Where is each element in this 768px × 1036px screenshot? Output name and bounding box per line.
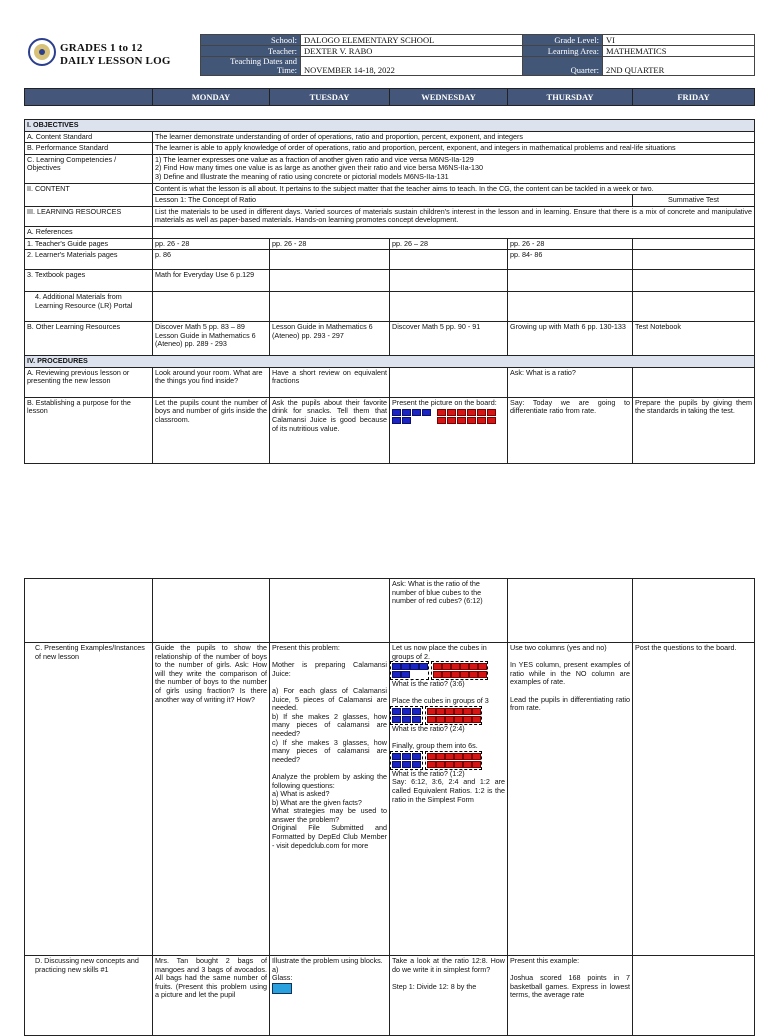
red-cube	[433, 663, 442, 670]
proc-d-label: D. Discussing new concepts and practicing new skills #1	[25, 956, 153, 1036]
red-cube	[477, 409, 486, 416]
blue-cube	[422, 409, 431, 416]
competencies-text	[153, 154, 755, 183]
blue-cube	[402, 708, 411, 715]
c-thu-2: In YES column, present examples of ratio while in the NO column are examples of rate.	[510, 660, 630, 687]
proc-a-label: A. Reviewing previous lesson or presenting the new lesson	[25, 367, 153, 397]
red-cube	[454, 716, 463, 723]
proc-c-label: C. Presenting Examples/Instances of new lesson	[25, 643, 153, 956]
blue-group	[392, 663, 427, 678]
blue-group	[392, 708, 421, 723]
c-wed-2: What is the ratio? (3:6)	[392, 679, 465, 689]
c-thu-3: Lead the pupils in differentiating ratio from rate.	[510, 694, 630, 713]
tb-label: 3. Textbook pages	[25, 270, 153, 292]
blue-cube	[402, 417, 411, 424]
cont-blank-label	[25, 579, 153, 643]
lesson-log-table-page-1	[24, 119, 755, 464]
blue-cube	[392, 663, 401, 670]
red-cube	[478, 663, 487, 670]
red-cube	[457, 409, 466, 416]
blue-cube	[401, 663, 410, 670]
lm-tue	[270, 250, 390, 270]
red-cube	[442, 663, 451, 670]
red-cube	[436, 708, 445, 715]
proc-b-wed-cont: Ask: What is the ratio of the number of blue cubes to the number of red cubes? (6:12)	[390, 579, 508, 643]
c-tue-9: What strategies may be used to answer the problem?	[272, 806, 387, 824]
tb-fri	[633, 270, 755, 292]
proc-a-thu: Ask: What is a ratio?	[508, 367, 633, 397]
proc-b-wed-cell	[390, 397, 508, 463]
dates-label-line-1: Teaching Dates and	[230, 56, 297, 66]
red-cube	[447, 417, 456, 424]
proc-b-fri: Prepare the pupils by giving them the standards in taking the test.	[633, 397, 755, 463]
blue-cube	[412, 716, 421, 723]
c-tue-8: b) What are the given facts?	[272, 797, 362, 807]
red-cube	[445, 708, 454, 715]
red-cube	[469, 663, 478, 670]
references-label: A. References	[25, 226, 153, 238]
red-cube	[445, 753, 454, 760]
red-cube	[436, 716, 445, 723]
red-cube	[447, 409, 456, 416]
proc-a-fri	[633, 367, 755, 397]
proc-b-wed: Present the picture on the board:	[392, 397, 497, 407]
red-cube	[460, 663, 469, 670]
performance-standard-text: The learner is able to apply knowledge of order of operations, ratio and proportion, percent, exponent, and integers in mathematical problems and real-life situations	[153, 143, 755, 155]
proc-c-thu-cell	[508, 643, 633, 956]
tb-wed	[390, 270, 508, 292]
blue-cubes	[392, 409, 431, 424]
title-line-1: GRADES 1 to 12	[60, 42, 143, 54]
cubes-groups-of-3	[392, 708, 505, 723]
lesson-title: Lesson 1: The Concept of Ratio	[153, 195, 633, 207]
d-wed-2: Step 1: Divide 12: 8 by the	[392, 981, 477, 991]
cont-blank-thu	[508, 579, 633, 643]
tg-mon: pp. 26 - 28	[153, 238, 270, 250]
red-cube	[436, 761, 445, 768]
blue-cube	[402, 409, 411, 416]
c-tue-1: Present this problem:	[272, 643, 340, 652]
cont-blank-fri	[633, 579, 755, 643]
lm-mon: p. 86	[153, 250, 270, 270]
am-fri	[633, 292, 755, 322]
cont-blank-mon	[153, 579, 270, 643]
am-mon	[153, 292, 270, 322]
c-tue-2: Mother is preparing Calamansi Juice:	[272, 660, 387, 678]
proc-b-mon: Let the pupils count the number of boys and number of girls inside the classroom.	[153, 397, 270, 463]
title-line-2: DAILY LESSON LOG	[60, 55, 171, 67]
red-cube	[472, 708, 481, 715]
day-thursday: THURSDAY	[508, 89, 633, 106]
day-wednesday: WEDNESDAY	[390, 89, 508, 106]
header-info-table	[200, 34, 755, 76]
quarter-label: Quarter:	[523, 57, 603, 76]
red-cube	[487, 417, 496, 424]
day-tuesday: TUESDAY	[270, 89, 390, 106]
am-thu	[508, 292, 633, 322]
red-cube	[467, 417, 476, 424]
red-cube	[454, 708, 463, 715]
tb-thu	[508, 270, 633, 292]
tb-tue	[270, 270, 390, 292]
proc-a-mon: Look around your room. What are the things you find inside?	[153, 367, 270, 397]
competency-2: 2) Find How many times one value is as large as another given their ratio and vice bersa M6NS-IIa-130	[155, 163, 483, 173]
tg-thu: pp. 26 - 28	[508, 238, 633, 250]
lm-fri	[633, 250, 755, 270]
d-tue-3: Glass:	[272, 973, 293, 983]
red-cube	[436, 753, 445, 760]
proc-a-tue: Have a short review on equivalent fractions	[270, 367, 390, 397]
c-tue-6: Analyze the problem by asking the following questions:	[272, 771, 387, 790]
red-cube	[427, 761, 436, 768]
school-label: School:	[201, 35, 301, 46]
c-tue-10: Original File Submitted and Formatted by DepEd Club Member - visit depedclub.com for more	[272, 823, 387, 850]
red-cube	[457, 417, 466, 424]
c-tue-3: a) For each glass of Calamansi Juice, 5 pieces of Calamansi are needed.	[272, 685, 387, 713]
other-fri: Test Notebook	[633, 322, 755, 356]
performance-standard-label: B. Performance Standard	[25, 143, 153, 155]
proc-c-tue-cell	[270, 643, 390, 956]
glass-block-icon	[272, 983, 292, 994]
blue-cube	[402, 761, 411, 768]
c-wed-3: Place the cubes in groups of 3	[392, 696, 489, 706]
blue-cube	[412, 753, 421, 760]
blue-cube	[410, 663, 419, 670]
content-standard-label: A. Content Standard	[25, 131, 153, 143]
tg-fri	[633, 238, 755, 250]
tg-wed: pp. 26 – 28	[390, 238, 508, 250]
proc-a-wed	[390, 367, 508, 397]
red-cube	[427, 708, 436, 715]
cubes-groups-of-6	[392, 753, 505, 768]
red-cube	[451, 663, 460, 670]
c-wed-1: Let us now place the cubes in groups of 2.	[392, 643, 487, 661]
grade-value: VI	[603, 35, 755, 46]
blue-cube	[412, 708, 421, 715]
am-tue	[270, 292, 390, 322]
dates-label-line-2: Time:	[276, 65, 297, 75]
red-group	[433, 663, 486, 678]
blue-cube	[402, 716, 411, 723]
am-label: 4. Additional Materials from Learning Resource (LR) Portal	[25, 292, 153, 322]
red-cube	[454, 753, 463, 760]
red-cube	[463, 753, 472, 760]
blue-cube	[402, 753, 411, 760]
blue-cube	[412, 761, 421, 768]
proc-b-label: B. Establishing a purpose for the lesson	[25, 397, 153, 463]
tg-tue: pp. 26 - 28	[270, 238, 390, 250]
content-standard-text: The learner demonstrate understanding of order of operations, ratio and proportion, percent, exponent, and integers	[153, 131, 755, 143]
c-wed-7: Say: 6:12, 3:6, 2:4 and 1:2 are called Equivalent Ratios. 1:2 is the ratio in the Simplest Form	[392, 777, 505, 804]
proc-b-tue: Ask the pupils about their favorite drink for snacks. Tell them that Calamansi Juice is good because of its nutritious value.	[270, 397, 390, 463]
red-group	[427, 708, 480, 723]
c-tue-4: b) If she makes 2 glasses, how many pieces of calamansi are needed?	[272, 711, 387, 738]
document-title	[60, 42, 171, 68]
cubes-groups-of-2	[392, 663, 505, 678]
d-tue-1: Illustrate the problem using blocks.	[272, 956, 383, 965]
tb-mon: Math for Everyday Use 6 p.129	[153, 270, 270, 292]
school-value: DALOGO ELEMENTARY SCHOOL	[301, 35, 523, 46]
red-cube	[487, 409, 496, 416]
red-cube	[427, 753, 436, 760]
day-monday: MONDAY	[153, 89, 270, 106]
red-cubes	[437, 409, 496, 424]
grade-label: Grade Level:	[523, 35, 603, 46]
blue-cube	[392, 409, 401, 416]
lesson-log-header	[22, 34, 754, 80]
red-cube	[437, 409, 446, 416]
dates-label	[201, 57, 301, 76]
lesson-log-table-page-2	[24, 578, 755, 1036]
am-wed	[390, 292, 508, 322]
red-cube	[445, 761, 454, 768]
red-group	[427, 753, 480, 768]
d-wed-1: Take a look at the ratio 12:8. How do we write it in simplest form?	[392, 956, 505, 974]
competency-3: 3) Define and Illustrate the meaning of ratio using concrete or pictorial models M6NS-IIa-131	[155, 171, 449, 181]
friday-summative: Summative Test	[633, 195, 755, 207]
deped-seal-icon	[28, 38, 56, 66]
blue-cube	[412, 409, 421, 416]
day-header-blank	[25, 89, 153, 106]
c-tue-5: c) If she makes 3 glasses, how many pieces of calamansi are needed?	[272, 737, 387, 764]
c-wed-6: What is the ratio? (1:2)	[392, 768, 465, 778]
red-cube	[463, 716, 472, 723]
blue-cube	[419, 663, 428, 670]
resources-heading: III. LEARNING RESOURCES	[25, 206, 153, 226]
red-cube	[427, 716, 436, 723]
blue-cube	[401, 671, 410, 678]
red-cube	[472, 753, 481, 760]
proc-d-mon: Mrs. Tan bought 2 bags of mangoes and 3 bags of avocados. All bags had the same number of fruits. (Present this problem using a picture and let the pupil	[153, 956, 270, 1036]
red-cube	[433, 671, 442, 678]
red-cube	[469, 671, 478, 678]
red-cube	[477, 417, 486, 424]
red-cube	[478, 671, 487, 678]
lm-thu: pp. 84- 86	[508, 250, 633, 270]
objectives-heading: I. OBJECTIVES	[25, 120, 755, 132]
other-thu: Growing up with Math 6 pp. 130-133	[508, 322, 633, 356]
red-cube	[437, 417, 446, 424]
d-thu-1: Present this example:	[510, 956, 580, 965]
area-value: MATHEMATICS	[603, 46, 755, 57]
tg-label: 1. Teacher's Guide pages	[25, 238, 153, 250]
proc-c-wed-cell	[390, 643, 508, 956]
red-cube	[463, 761, 472, 768]
blue-cube	[392, 753, 401, 760]
blue-cube	[392, 708, 401, 715]
c-wed-4: What is the ratio? (2:4)	[392, 723, 465, 733]
red-cube	[472, 716, 481, 723]
competencies-label: C. Learning Competencies / Objectives	[25, 154, 153, 183]
cube-picture	[392, 409, 505, 424]
red-cube	[460, 671, 469, 678]
day-header-row	[24, 88, 755, 106]
red-cube	[451, 671, 460, 678]
cont-blank-tue	[270, 579, 390, 643]
blue-cube	[392, 761, 401, 768]
other-wed: Discover Math 5 pp. 90 - 91	[390, 322, 508, 356]
proc-b-thu: Say: Today we are going to differentiate ratio from rate.	[508, 397, 633, 463]
lm-label: 2. Learner's Materials pages	[25, 250, 153, 270]
blue-cube	[392, 417, 401, 424]
other-mon: Discover Math 5 pp. 83 – 89 Lesson Guide in Mathematics 6 (Ateneo) pp. 289 - 293	[153, 322, 270, 356]
red-cube	[463, 708, 472, 715]
teacher-label: Teacher:	[201, 46, 301, 57]
proc-c-mon: Guide the pupils to show the relationship of the number of boys to the number of girls. Ask: How will they write the comparison of the number of boys to the number of girls using fraction? Is there another way of writing it? How?	[153, 643, 270, 956]
c-thu-1: Use two columns (yes and no)	[510, 643, 607, 652]
teacher-value: DEXTER V. RABO	[301, 46, 523, 57]
quarter-value: 2ND QUARTER	[603, 57, 755, 76]
dates-value: NOVEMBER 14-18, 2022	[301, 57, 523, 76]
red-cube	[445, 716, 454, 723]
procedures-heading: IV. PROCEDURES	[25, 356, 755, 368]
proc-c-fri: Post the questions to the board.	[633, 643, 755, 956]
blue-cube	[392, 716, 401, 723]
red-cube	[454, 761, 463, 768]
blue-cube	[392, 671, 401, 678]
c-wed-5: Finally, group them into 6s.	[392, 741, 478, 751]
c-tue-7: a) What is asked?	[272, 789, 330, 799]
red-cube	[472, 761, 481, 768]
d-tue-2: a)	[272, 964, 279, 974]
red-cube	[442, 671, 451, 678]
other-tue: Lesson Guide in Mathematics 6 (Ateneo) pp. 293 - 297	[270, 322, 390, 356]
resources-text: List the materials to be used in different days. Varied sources of materials sustain children's interest in the lesson and in learning. Ensure that there is a mix of concrete and manipulative materials as well as paper-based materials. Hands-on learning promotes concept development.	[153, 206, 755, 226]
other-resources-label: B. Other Learning Resources	[25, 322, 153, 356]
references-blank	[153, 226, 755, 238]
area-label: Learning Area:	[523, 46, 603, 57]
content-text: Content is what the lesson is all about. It pertains to the subject matter that the teacher aims to teach. In the CG, the content can be tackled in a week or two.	[153, 183, 755, 195]
day-friday: FRIDAY	[633, 89, 755, 106]
lm-wed	[390, 250, 508, 270]
blue-group	[392, 753, 421, 768]
d-thu-2: Joshua scored 168 points in 7 basketball games. Express in lowest terms, the average rate	[510, 973, 630, 1000]
competency-1: 1) The learner expresses one value as a fraction of another given ratio and vice versa M6NS-IIa-129	[155, 154, 474, 164]
red-cube	[467, 409, 476, 416]
content-heading: II. CONTENT	[25, 183, 153, 206]
